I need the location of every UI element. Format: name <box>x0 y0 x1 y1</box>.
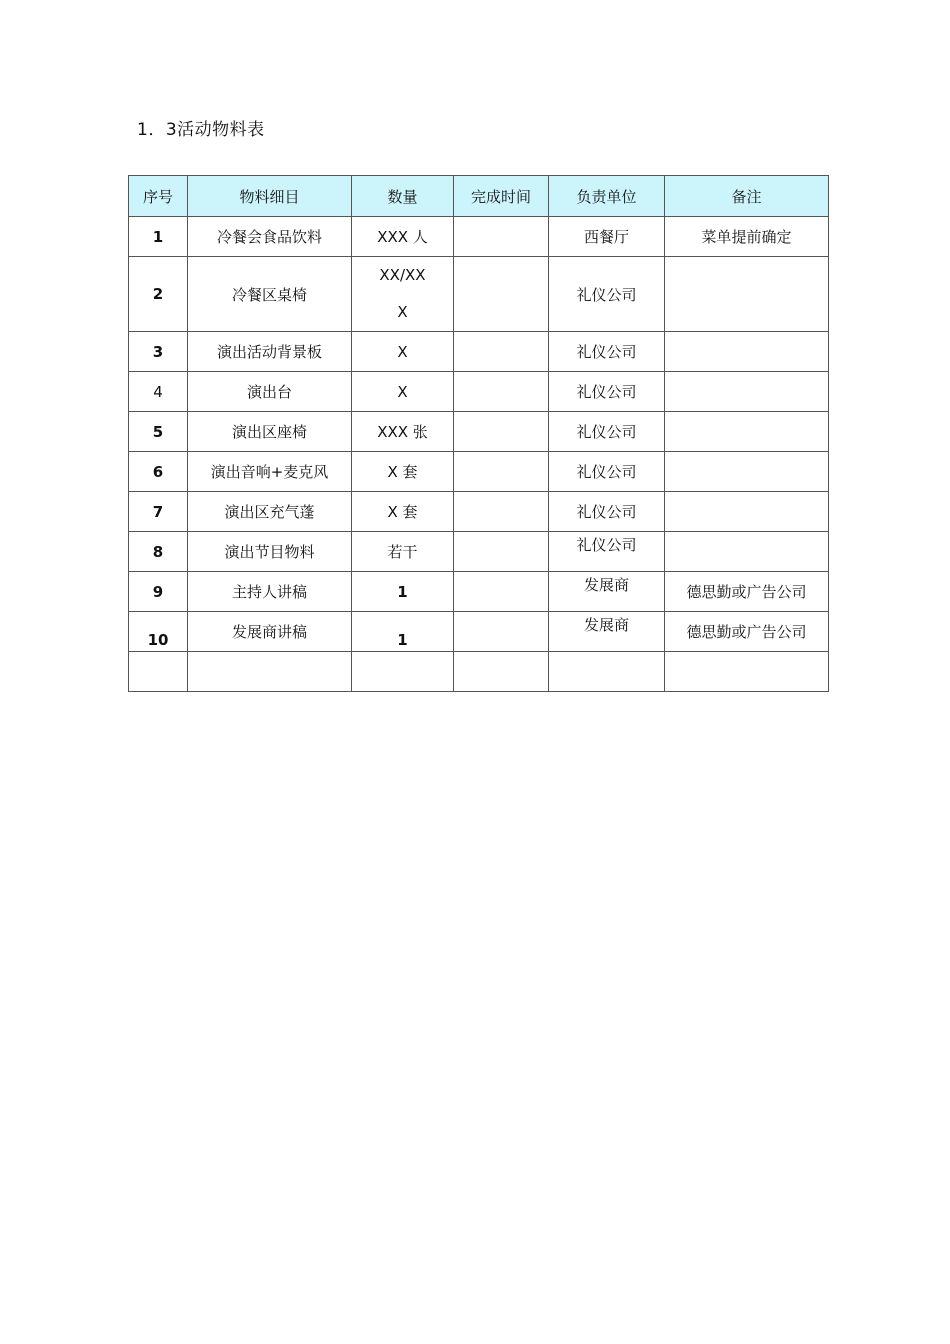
cell-time <box>454 492 549 532</box>
cell-qty-text: XX/XXX <box>379 266 426 321</box>
cell-qty: X <box>352 332 454 372</box>
header-no: 序号 <box>129 176 188 217</box>
cell-note <box>665 332 829 372</box>
cell-unit: 西餐厅 <box>549 217 665 257</box>
table-row <box>129 372 829 412</box>
cell-note: 菜单提前确定 <box>665 217 829 257</box>
cell-no: 9 <box>129 572 188 612</box>
header-item: 物料细目 <box>188 176 352 217</box>
table-row <box>129 412 829 452</box>
cell-time <box>454 452 549 492</box>
header-qty: 数量 <box>352 176 454 217</box>
cell-qty: 1 <box>352 572 454 612</box>
table-row-empty <box>129 652 829 692</box>
cell-item: 演出区充气蓬 <box>188 492 352 532</box>
cell-time <box>454 332 549 372</box>
table-row <box>129 532 829 572</box>
table-row <box>129 217 829 257</box>
cell-time <box>454 412 549 452</box>
cell-item: 冷餐会食品饮料 <box>188 217 352 257</box>
cell-unit: 礼仪公司 <box>549 492 665 532</box>
cell-no: 1 <box>129 217 188 257</box>
table-row <box>129 452 829 492</box>
cell-note <box>665 492 829 532</box>
cell-unit: 礼仪公司 <box>549 412 665 452</box>
cell-note: 德思勤或广告公司 <box>665 572 829 612</box>
cell-item: 演出节目物料 <box>188 532 352 572</box>
cell-qty <box>352 257 454 332</box>
cell-qty: 若干 <box>352 532 454 572</box>
cell-no: 4 <box>129 372 188 412</box>
cell-item: 演出区座椅 <box>188 412 352 452</box>
table-row <box>129 492 829 532</box>
cell-time <box>454 652 549 692</box>
cell-qty: X 套 <box>352 492 454 532</box>
table-row <box>129 257 829 332</box>
cell-item: 冷餐区桌椅 <box>188 257 352 332</box>
table-row <box>129 572 829 612</box>
cell-unit <box>549 652 665 692</box>
cell-unit: 发展商 <box>549 612 665 652</box>
cell-item: 发展商讲稿 <box>188 612 352 652</box>
cell-time <box>454 532 549 572</box>
cell-item: 演出活动背景板 <box>188 332 352 372</box>
header-time: 完成时间 <box>454 176 549 217</box>
cell-no: 2 <box>129 257 188 332</box>
cell-time <box>454 612 549 652</box>
table-row <box>129 332 829 372</box>
cell-no: 3 <box>129 332 188 372</box>
cell-no <box>129 652 188 692</box>
cell-unit: 礼仪公司 <box>549 452 665 492</box>
materials-table <box>128 175 829 692</box>
cell-qty: 1 <box>352 612 454 652</box>
cell-unit: 礼仪公司 <box>549 332 665 372</box>
cell-no: 10 <box>129 612 188 652</box>
cell-qty: XXX 张 <box>352 412 454 452</box>
cell-no: 6 <box>129 452 188 492</box>
cell-note <box>665 452 829 492</box>
cell-note <box>665 372 829 412</box>
cell-time <box>454 372 549 412</box>
cell-note <box>665 412 829 452</box>
cell-qty: X 套 <box>352 452 454 492</box>
cell-time <box>454 217 549 257</box>
cell-item: 演出音响+麦克风 <box>188 452 352 492</box>
table-header-row <box>129 176 829 217</box>
cell-qty: X <box>352 372 454 412</box>
cell-item: 主持人讲稿 <box>188 572 352 612</box>
cell-no: 8 <box>129 532 188 572</box>
cell-unit: 礼仪公司 <box>549 372 665 412</box>
cell-note <box>665 532 829 572</box>
cell-qty: XXX 人 <box>352 217 454 257</box>
cell-note <box>665 652 829 692</box>
cell-note: 德思勤或广告公司 <box>665 612 829 652</box>
cell-qty <box>352 652 454 692</box>
header-note: 备注 <box>665 176 829 217</box>
section-title: 1．3活动物料表 <box>137 120 265 140</box>
cell-time <box>454 257 549 332</box>
header-unit: 负责单位 <box>549 176 665 217</box>
cell-item: 演出台 <box>188 372 352 412</box>
table-row <box>129 612 829 652</box>
cell-note <box>665 257 829 332</box>
cell-unit: 礼仪公司 <box>549 257 665 332</box>
cell-time <box>454 572 549 612</box>
cell-no: 7 <box>129 492 188 532</box>
cell-unit: 发展商 <box>549 572 665 612</box>
cell-no: 5 <box>129 412 188 452</box>
cell-item <box>188 652 352 692</box>
cell-unit: 礼仪公司 <box>549 532 665 572</box>
